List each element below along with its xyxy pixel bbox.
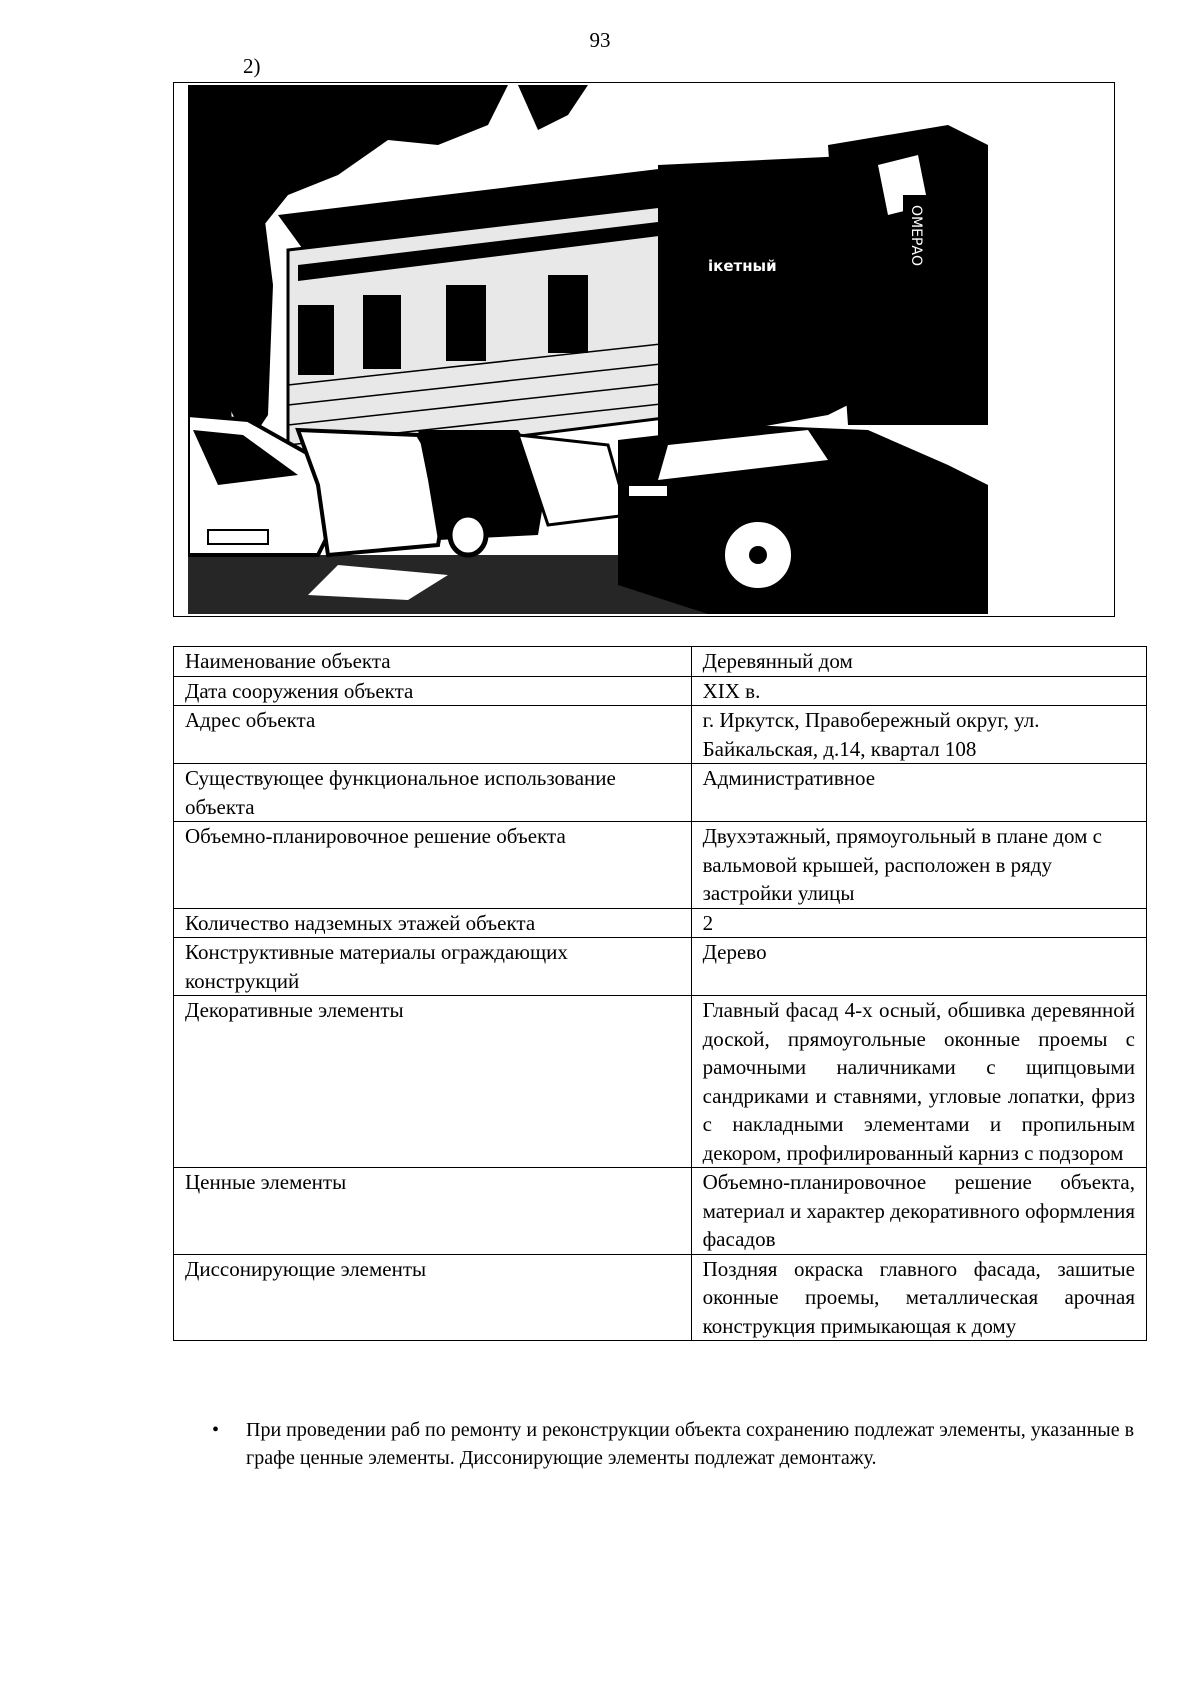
row-label: Количество надземных этажей объекта xyxy=(174,908,692,938)
row-value: Главный фасад 4-х осный, обшивка деревянной доской, прямоугольные оконные проемы с рамочными наличниками с щипцовыми сандриками и ставнями, угловые лопатки, фриз с накладными элементами и пропильным декором, профилированный карниз с подзором xyxy=(691,996,1146,1168)
footnote xyxy=(212,1416,1147,1472)
table-row xyxy=(174,996,1147,1168)
row-label: Объемно-планировочное решение объекта xyxy=(174,822,692,909)
table-row xyxy=(174,706,1147,764)
table-row xyxy=(174,764,1147,822)
row-value: Объемно-планировочное решение объекта, материал и характер декоративного оформления фасадов xyxy=(691,1168,1146,1255)
row-label: Декоративные элементы xyxy=(174,996,692,1168)
table-row xyxy=(174,1168,1147,1255)
object-info-table xyxy=(173,646,1147,1341)
row-value: Административное xyxy=(691,764,1146,822)
photo-frame xyxy=(173,82,1115,617)
table-row xyxy=(174,908,1147,938)
row-value: Двухэтажный, прямоугольный в плане дом с вальмовой крышей, расположен в ряду застройки улицы xyxy=(691,822,1146,909)
table-row xyxy=(174,822,1147,909)
row-label: Ценные элементы xyxy=(174,1168,692,1255)
row-label: Существующее функциональное использование объекта xyxy=(174,764,692,822)
table-row xyxy=(174,647,1147,677)
vertical-sign: ОМЕРАО xyxy=(908,205,924,266)
table-row xyxy=(174,676,1147,706)
page-number: 93 xyxy=(589,28,611,52)
table-row xyxy=(174,938,1147,996)
row-label: Диссонирующие элементы xyxy=(174,1254,692,1341)
row-label: Конструктивные материалы ограждающих конструкций xyxy=(174,938,692,996)
row-label: Дата сооружения объекта xyxy=(174,676,692,706)
footnote-text: При проведении раб по ремонту и реконструкции объекта сохранению подлежат элементы, указанные в графе ценные элементы. Диссонирующие элементы подлежат демонтажу. xyxy=(246,1419,1135,1469)
bullet-icon: • xyxy=(212,1419,220,1441)
item-number: 2) xyxy=(243,54,261,78)
row-value: Деревянный дом xyxy=(691,647,1146,677)
shop-sign: ікетный xyxy=(708,257,777,275)
row-label: Адрес объекта xyxy=(174,706,692,764)
building-photo xyxy=(188,85,988,614)
row-label: Наименование объекта xyxy=(174,647,692,677)
row-value: 2 xyxy=(691,908,1146,938)
row-value: г. Иркутск, Правобережный округ, ул. Байкальская, д.14, квартал 108 xyxy=(691,706,1146,764)
table-row xyxy=(174,1254,1147,1341)
row-value: XIX в. xyxy=(691,676,1146,706)
row-value: Поздняя окраска главного фасада, зашитые оконные проемы, металлическая арочная конструкция примыкающая к дому xyxy=(691,1254,1146,1341)
row-value: Дерево xyxy=(691,938,1146,996)
